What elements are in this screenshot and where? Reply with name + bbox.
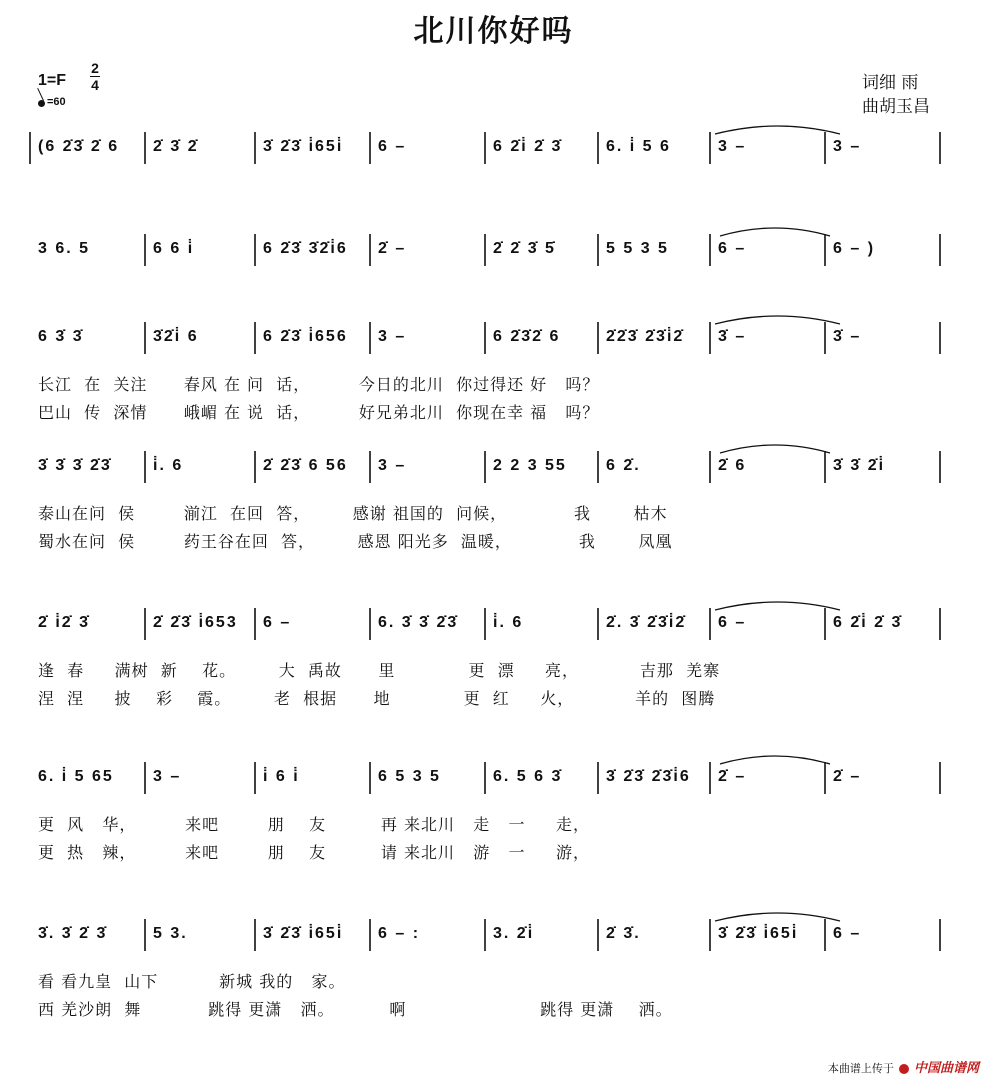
measure: 2̇ 3̇. [606, 925, 641, 942]
measure: 6 2̇3̇2̇ 6 [493, 328, 561, 345]
measure: 3̇ 2̇3̇ i̇65i̇ [718, 925, 799, 942]
notation-line [0, 925, 987, 949]
measure: i̇ 6 i̇ [263, 768, 300, 785]
slur-arc [720, 756, 830, 764]
composer: 曲胡玉昌 [862, 97, 930, 117]
measure: 3 6. 5 [38, 240, 91, 257]
upload-credit: 本曲谱上传于 中国曲谱网 [827, 1060, 979, 1075]
notation-line [0, 457, 987, 481]
measure: 3. 2̇i̇ [493, 925, 535, 942]
lyric-line: 蜀水在问 侯 药王谷在回 答， 感恩 阳光多 温暖， 我 凤凰 [38, 532, 673, 551]
lyric-line: 巴山 传 深情 峨嵋 在 说 话， 好兄弟北川 你现在幸 福 吗？ [38, 403, 600, 422]
measure: 6 – [718, 614, 747, 631]
measure: 2 2 3 55 [493, 457, 567, 474]
measure: 3 – [718, 138, 747, 155]
measure: 3 – [378, 457, 407, 474]
time-signature: 2 4 [91, 60, 99, 93]
measure: 3̇ 3̇ 3̇ 2̇3̇ [38, 457, 112, 474]
slur-arc [715, 316, 840, 324]
measure: 6 – [378, 138, 407, 155]
slur-arc [715, 602, 840, 610]
slur-arc [720, 445, 830, 453]
measure: 6. i̇ 5 6 [606, 138, 671, 155]
notation-line [0, 328, 987, 352]
measure: 3̇. 3̇ 2̇ 3̇ [38, 925, 108, 942]
lyric-line: 长江 在 关注 春风 在 问 话， 今日的北川 你过得还 好 吗？ [38, 375, 600, 394]
measure: 3̇ 2̇3̇ i̇65i̇ [263, 925, 344, 942]
measure: 3̇ 2̇3̇ 2̇3̇i̇6 [606, 768, 691, 785]
measure: 6. 5 6 3̇ [493, 768, 563, 785]
lyric-line: 涅 涅 披 彩 霞。 老 根据 地 更 红 火， 羊的 图腾 [38, 689, 716, 708]
measure: 2̇ 3̇ 2̇ [153, 138, 199, 155]
measure: 3 – [153, 768, 182, 785]
measure: 2̇ 2̇3̇ 6 56 [263, 457, 348, 474]
site-logo-icon [899, 1064, 909, 1074]
measure: i̇. 6 [153, 457, 184, 474]
measure: 3̇2̇i̇ 6 [153, 328, 199, 345]
measure: 3 – [378, 328, 407, 345]
measure: 3̇ – [718, 328, 747, 345]
lyric-line: 看 看九皇 山下 新城 我的 家。 [38, 972, 346, 991]
slur-arc [715, 913, 840, 921]
lyric-line: 西 羌沙朗 舞 跳得 更潇 洒。 啊 跳得 更潇 洒。 [38, 1000, 673, 1019]
measure: 6 3̇ 3̇ [38, 328, 84, 345]
measure: 2̇ 2̇3̇ i̇653 [153, 614, 238, 631]
lyric-line: 泰山在问 侯 湔江 在回 答， 感谢 祖国的 问候， 我 枯木 [38, 504, 668, 523]
measure: 6 2̇i̇ 2̇ 3̇ [833, 614, 903, 631]
lyric-line: 更 热 辣， 来吧 朋 友 请 来北川 游 一 游， [38, 843, 590, 862]
measure: (6 2̇3̇ 2̇ 6 [38, 138, 120, 155]
tempo-marking: =60 [38, 96, 66, 108]
notation-line [0, 138, 987, 162]
measure: 2̇. 3̇ 2̇3̇i̇2̇ [606, 614, 687, 631]
slur-arc [720, 228, 830, 236]
measure: 6 – : [378, 925, 421, 942]
measure: 6 – [263, 614, 292, 631]
measure: 6. i̇ 5 65 [38, 768, 114, 785]
measure: 2̇2̇3̇ 2̇3̇i̇2̇ [606, 328, 685, 345]
measure: 3̇ 2̇3̇ i̇65i̇ [263, 138, 344, 155]
measure: 6 2̇3̇ i̇656 [263, 328, 348, 345]
measure: 5 5 3 5 [606, 240, 669, 257]
song-title: 北川你好吗 [413, 14, 574, 49]
measure: 2̇ i̇2̇ 3̇ [38, 614, 91, 631]
measure: 6 – ) [833, 240, 876, 257]
measure: 3̇ 3̇ 2̇i̇ [833, 457, 886, 474]
measure: 2̇ – [718, 768, 747, 785]
measure: 2̇ 2̇ 3̇ 5̇ [493, 240, 556, 257]
key-signature: 1=F [38, 72, 67, 89]
measure: 6. 3̇ 3̇ 2̇3̇ [378, 614, 459, 631]
lyricist: 词细 雨 [862, 73, 919, 93]
quarter-note-icon [37, 99, 46, 108]
measure: 6 2̇3̇ 3̇2̇i̇6 [263, 240, 348, 257]
measure: 6 6 i̇ [153, 240, 195, 257]
measure: 6 5 3 5 [378, 768, 441, 785]
measure: 3̇ – [833, 328, 862, 345]
measure: 6 – [718, 240, 747, 257]
measure: 6 2̇. [606, 457, 641, 474]
slur-arc [715, 126, 840, 134]
measure: 3 – [833, 138, 862, 155]
notation-line [0, 240, 987, 264]
lyric-line: 更 风 华， 来吧 朋 友 再 来北川 走 一 走， [38, 815, 590, 834]
measure: 2̇ – [833, 768, 862, 785]
notation-line [0, 614, 987, 638]
measure: 2̇ – [378, 240, 407, 257]
notation-line [0, 768, 987, 792]
measure: 2̇ 6 [718, 457, 747, 474]
measure: 6 – [833, 925, 862, 942]
measure: i̇. 6 [493, 614, 524, 631]
measure: 5 3. [153, 925, 188, 942]
measure: 6 2̇i̇ 2̇ 3̇ [493, 138, 563, 155]
lyric-line: 逢 春 满树 新 花。 大 禹故 里 更 漂 亮， 吉那 羌寨 [38, 661, 721, 680]
